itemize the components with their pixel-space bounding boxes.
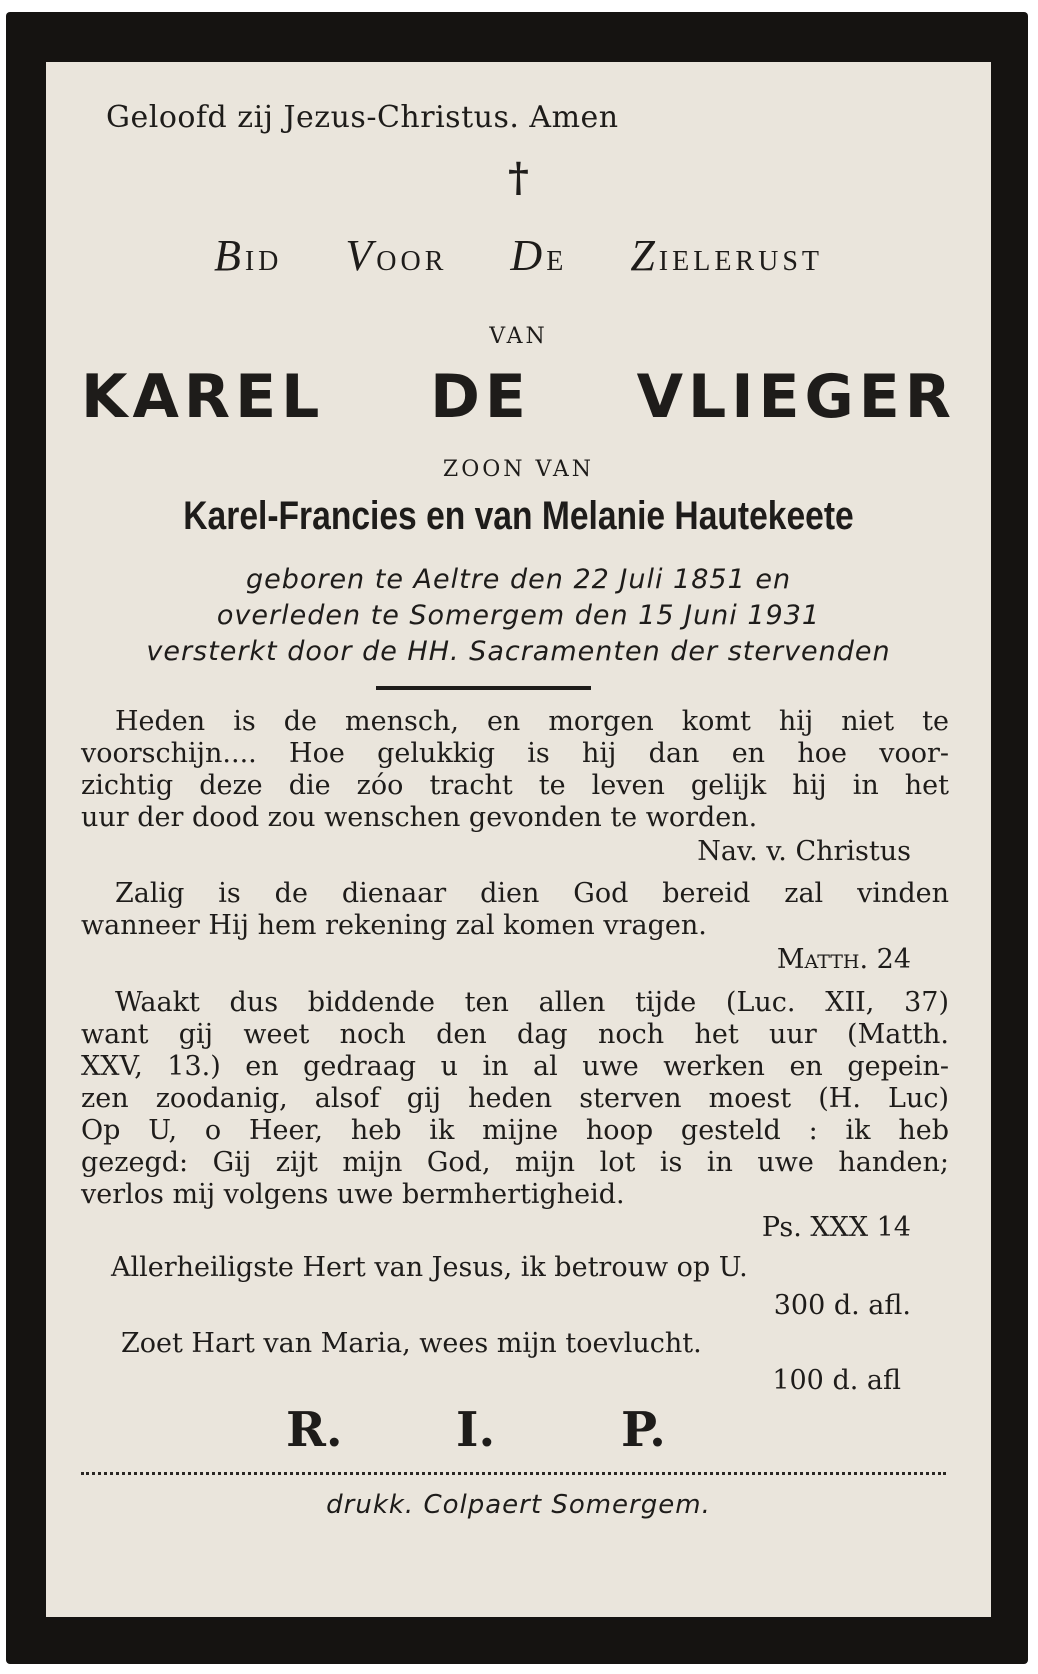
quote-line: gezegd: Gij zijt mijn God, mijn lot is in uwe handen; (81, 1147, 949, 1178)
deceased-name-part: DE (430, 362, 531, 432)
quote-luke-psalm (81, 987, 949, 1211)
son-of-label: ZOON VAN (442, 457, 595, 482)
quote-line: Heden is de mensch, en morgen komt hij niet te (115, 706, 949, 737)
quote-source: Matth. 24 (776, 944, 911, 975)
quote-line: zen zoodanig, alsof gij heden sterven moest (H. Luc) (81, 1083, 949, 1114)
quote-line: want gij weet noch den dag noch het uur (Matth. (81, 1019, 949, 1050)
quote-source: Ps. XXX 14 (761, 1212, 911, 1243)
rip-letter: R. (286, 1402, 343, 1458)
indulgence-label: 100 d. afl (772, 1365, 901, 1396)
quote-line: zichtig deze die zóo tracht te leven gelijk hij in het (81, 770, 949, 801)
quote-line: uur der dood zou wenschen gevonden te worden. (81, 802, 758, 833)
prayer-title-word: ZIELERUST (630, 231, 824, 280)
death-line: overleden te Somergem den 15 Juni 1931 (216, 600, 821, 631)
prayer-title-word: DE (510, 231, 568, 280)
quote-imitation-christ (81, 706, 949, 834)
parents-names: Karel-Francies en van Melanie Hautekeete (183, 494, 854, 538)
header-text: Geloofd zij Jezus-Christus. Amen (106, 100, 619, 135)
prayer-mary: Zoet Hart van Maria, wees mijn toevlucht. (121, 1328, 702, 1359)
memorial-card (6, 12, 1028, 1664)
sacraments-line: versterkt door de HH. Sacramenten der stervenden (146, 636, 891, 667)
rip-letter: P. (621, 1402, 666, 1458)
dotted-divider (81, 1472, 946, 1475)
deceased-name-part: KAREL (81, 362, 325, 432)
birth-line: geboren te Aeltre den 22 Juli 1851 en (245, 564, 792, 595)
quote-line: Op U, o Heer, heb ik mijne hoop gesteld : ik heb (81, 1115, 949, 1146)
prayer-title-word: VOOR (345, 231, 448, 280)
printer-credit: drukk. Colpaert Somergem. (326, 1490, 711, 1520)
quote-line: verlos mij volgens uwe bermhertigheid. (81, 1179, 625, 1210)
card-paper (46, 62, 991, 1617)
divider (376, 686, 591, 690)
deceased-name-part: VLIEGER (636, 362, 956, 432)
quote-line: wanneer Hij hem rekening zal komen vragen. (81, 910, 707, 941)
cross-icon: † (508, 154, 529, 201)
deceased-name (81, 362, 956, 432)
quote-line: voorschijn.... Hoe gelukkig is hij dan en hoe voor- (81, 738, 949, 769)
indulgence-label: 300 d. afl. (773, 1290, 911, 1321)
quote-line: Zalig is de dienaar dien God bereid zal vinden (115, 878, 949, 909)
quote-source: Nav. v. Christus (697, 836, 911, 867)
prayer-sacred-heart: Allerheiligste Hert van Jesus, ik betrouw op U. (111, 1252, 748, 1283)
van-label: VAN (489, 324, 548, 349)
prayer-title-word: BID (213, 231, 283, 280)
quote-line: XXV, 13.) en gedraag u in al uwe werken en gepein- (81, 1051, 949, 1082)
rip-letter: I. (456, 1402, 496, 1458)
prayer-title (46, 230, 991, 281)
quote-line: Waakt dus biddende ten allen tijde (Luc. XII, 37) (115, 987, 949, 1018)
quote-matthew (81, 878, 949, 942)
